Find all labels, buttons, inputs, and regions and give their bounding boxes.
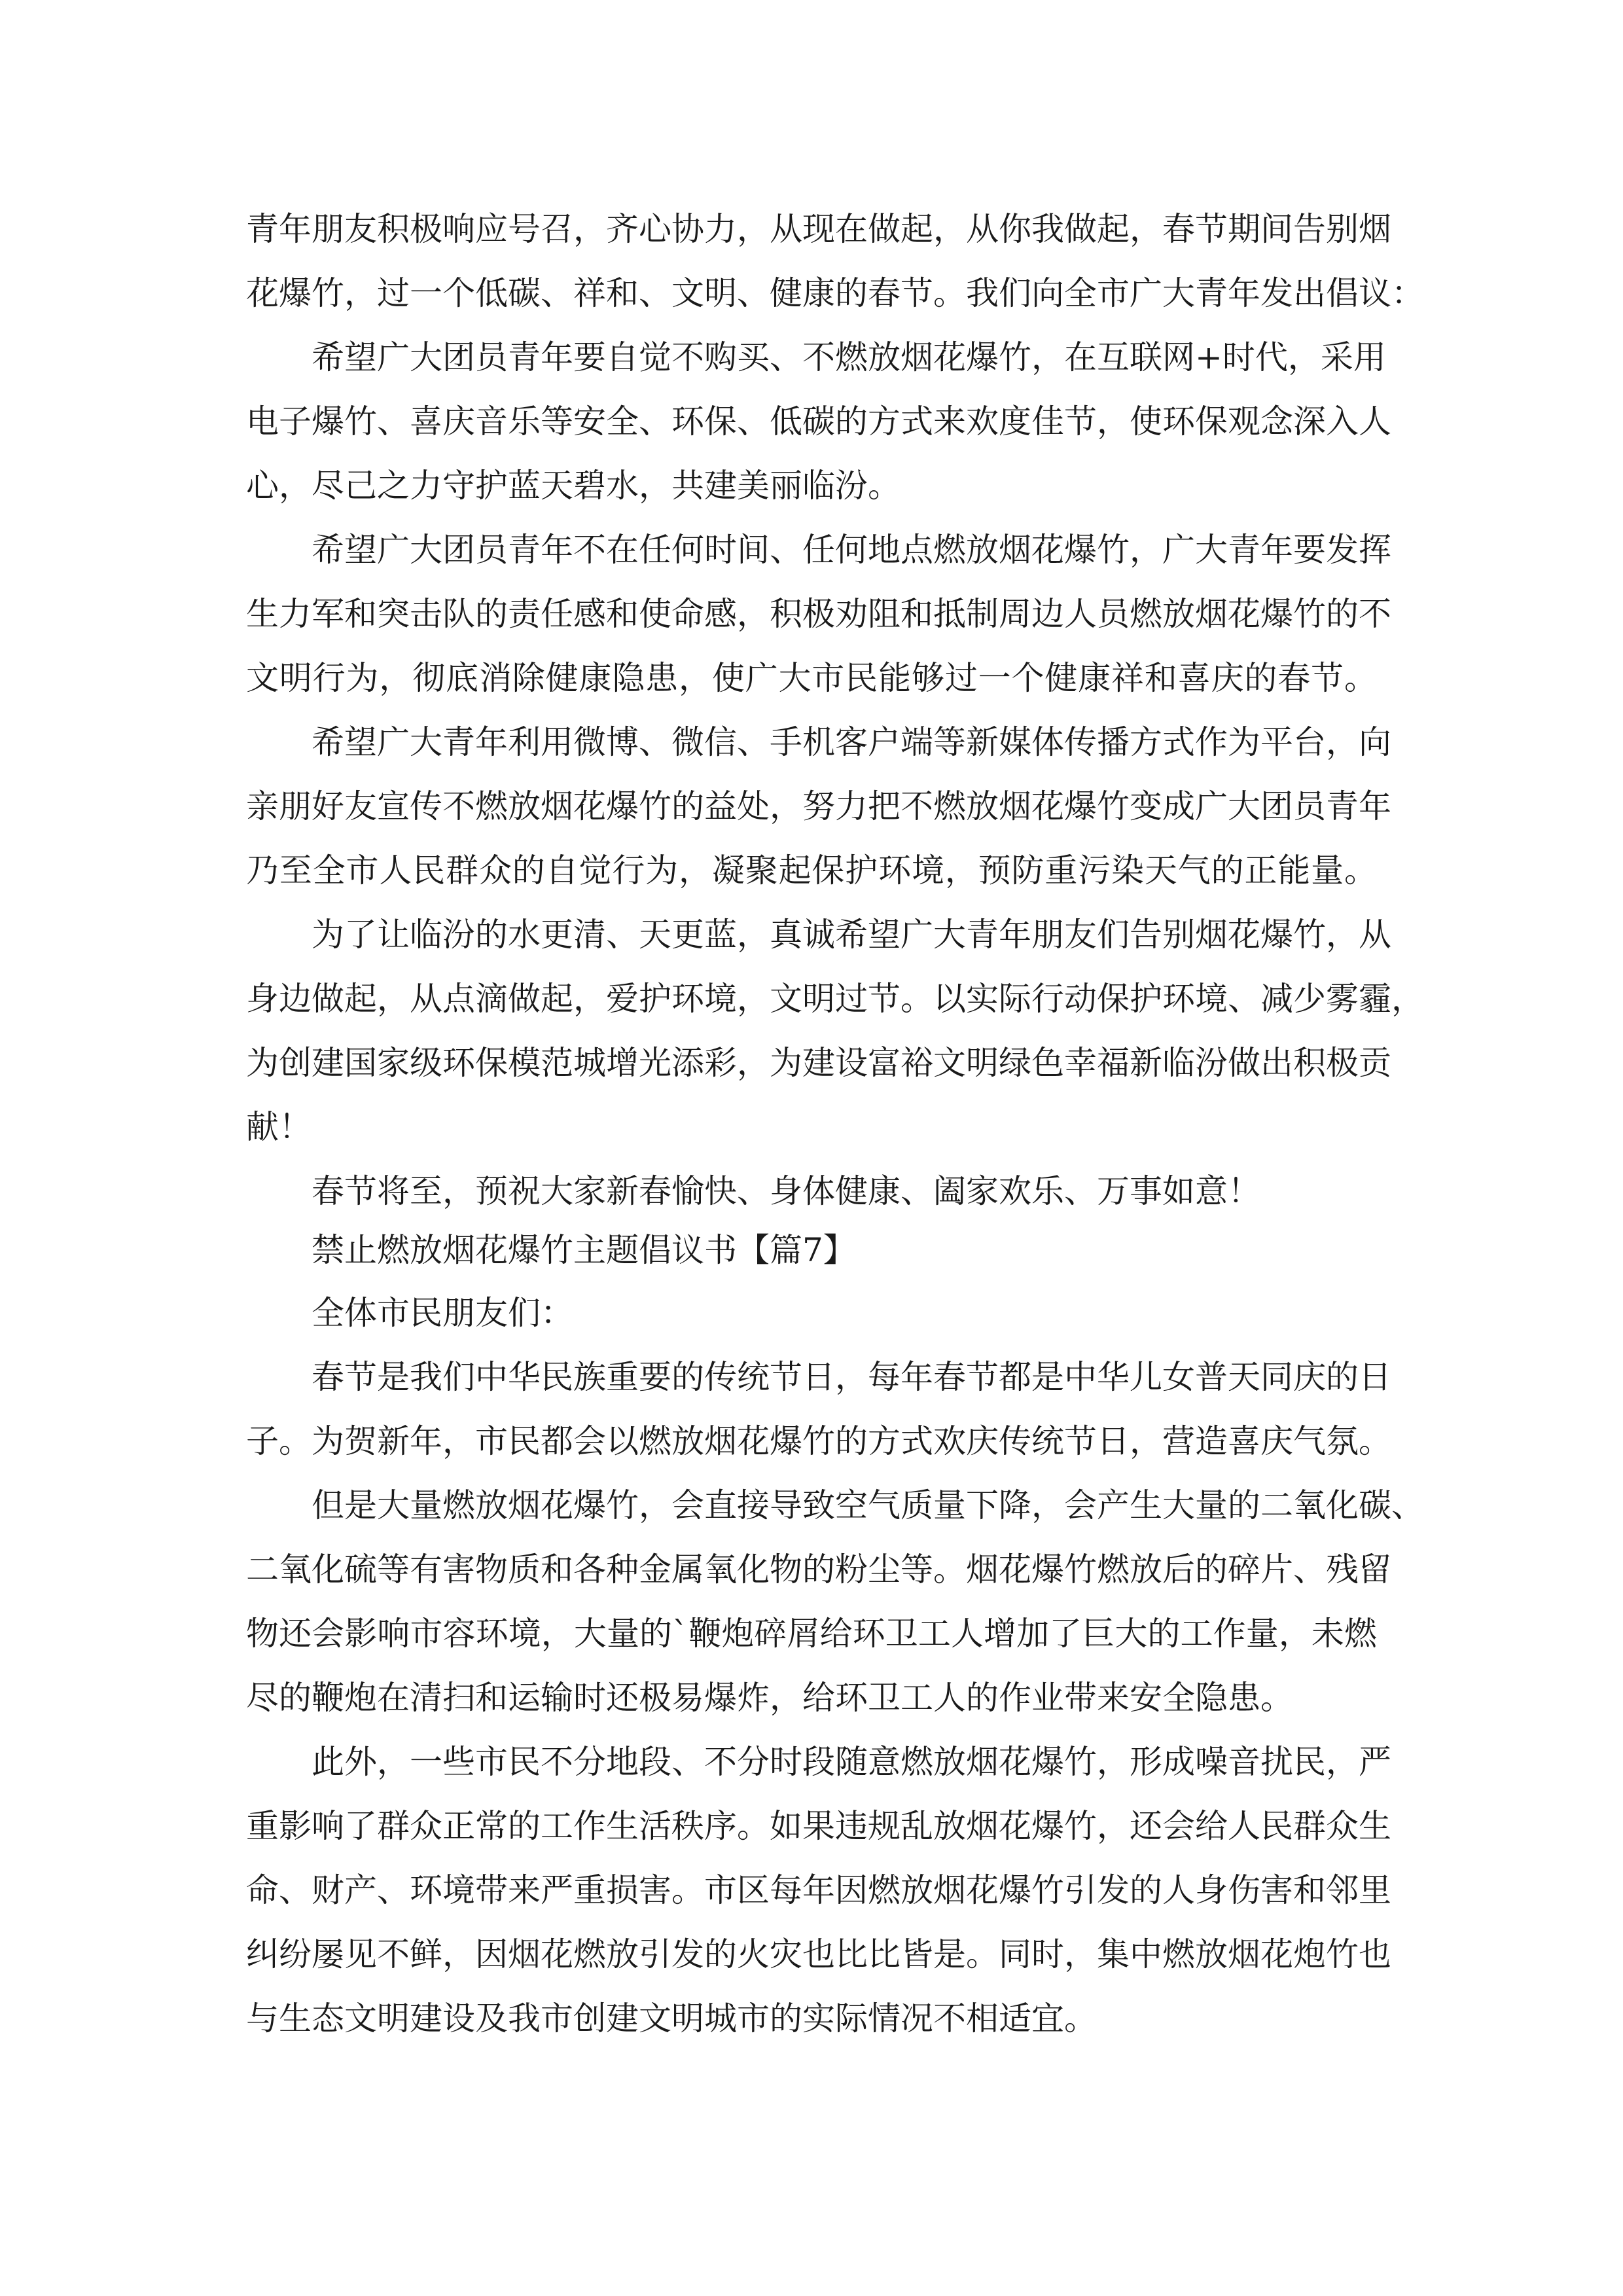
paragraph-line: 二氧化硫等有害物质和各种金属氧化物的粉尘等。烟花爆竹燃放后的碎片、残留 [246, 1551, 1391, 1588]
paragraph-line: 亲朋好友宣传不燃放烟花爆竹的益处，努力把不燃放烟花爆竹变成广大团员青年 [246, 787, 1391, 825]
paragraph-line: 乃至全市人民群众的自觉行为，凝聚起保护环境，预防重污染天气的正能量。 [246, 852, 1377, 889]
paragraph-line: 命、财产、环境带来严重损害。市区每年因燃放烟花爆竹引发的人身伤害和邻里 [246, 1871, 1391, 1909]
paragraph-line: 此外，一些市民不分地段、不分时段随意燃放烟花爆竹，形成噪音扰民，严 [312, 1743, 1391, 1781]
paragraph-line: 希望广大团员青年要自觉不购买、不燃放烟花爆竹，在互联网+时代，采用 [312, 338, 1386, 376]
paragraph-line: 与生态文明建设及我市创建文明城市的实际情况不相适宜。 [246, 2000, 1097, 2037]
paragraph-line: 子。为贺新年，市民都会以燃放烟花爆竹的方式欢庆传统节日，营造喜庆气氛。 [246, 1422, 1391, 1460]
paragraph-line: 文明行为，彻底消除健康隐患，使广大市民能够过一个健康祥和喜庆的春节。 [246, 659, 1377, 697]
paragraph-line: 重影响了群众正常的工作生活秩序。如果违规乱放烟花爆竹，还会给人民群众生 [246, 1807, 1391, 1845]
paragraph-line: 希望广大团员青年不在任何时间、任何地点燃放烟花爆竹，广大青年要发挥 [312, 531, 1391, 569]
salutation: 全体市民朋友们： [312, 1294, 573, 1332]
paragraph-line: 心，尽己之力守护蓝天碧水，共建美丽临汾。 [246, 467, 901, 505]
paragraph-line: 春节将至，预祝大家新春愉快、身体健康、阖家欢乐、万事如意！ [312, 1172, 1260, 1210]
paragraph-line: 但是大量燃放烟花爆竹，会直接导致空气质量下降，会产生大量的二氧化碳、 [312, 1486, 1424, 1524]
paragraph-line: 电子爆竹、喜庆音乐等安全、环保、低碳的方式来欢度佳节，使环保观念深入人 [246, 403, 1391, 440]
paragraph-line: 花爆竹，过一个低碳、祥和、文明、健康的春节。我们向全市广大青年发出倡议： [246, 274, 1424, 312]
paragraph-line: 春节是我们中华民族重要的传统节日，每年春节都是中华儿女普天同庆的日 [312, 1358, 1391, 1396]
paragraph-line: 为了让临汾的水更清、天更蓝，真诚希望广大青年朋友们告别烟花爆竹，从 [312, 916, 1391, 954]
paragraph-line: 尽的鞭炮在清扫和运输时还极易爆炸，给环卫工人的作业带来安全隐患。 [246, 1679, 1293, 1717]
paragraph-line: 为创建国家级环保模范城增光添彩，为建设富裕文明绿色幸福新临汾做出积极贡 [246, 1044, 1391, 1082]
section-heading: 禁止燃放烟花爆竹主题倡议书【篇7】 [312, 1231, 856, 1269]
paragraph-line: 青年朋友积极响应号召，齐心协力，从现在做起，从你我做起，春节期间告别烟 [246, 210, 1391, 248]
paragraph-line: 身边做起，从点滴做起，爱护环境，文明过节。以实际行动保护环境、减少雾霾， [246, 980, 1424, 1018]
paragraph-line: 生力军和突击队的责任感和使命感，积极劝阻和抵制周边人员燃放烟花爆竹的不 [246, 595, 1391, 633]
paragraph-line: 希望广大青年利用微博、微信、手机客户端等新媒体传播方式作为平台，向 [312, 723, 1391, 761]
paragraph-line: 纠纷屡见不鲜，因烟花燃放引发的火灾也比比皆是。同时，集中燃放烟花炮竹也 [246, 1935, 1391, 1973]
paragraph-line: 物还会影响市容环境，大量的`鞭炮碎屑给环卫工人增加了巨大的工作量，未燃 [246, 1615, 1377, 1653]
paragraph-line: 献！ [246, 1108, 312, 1146]
